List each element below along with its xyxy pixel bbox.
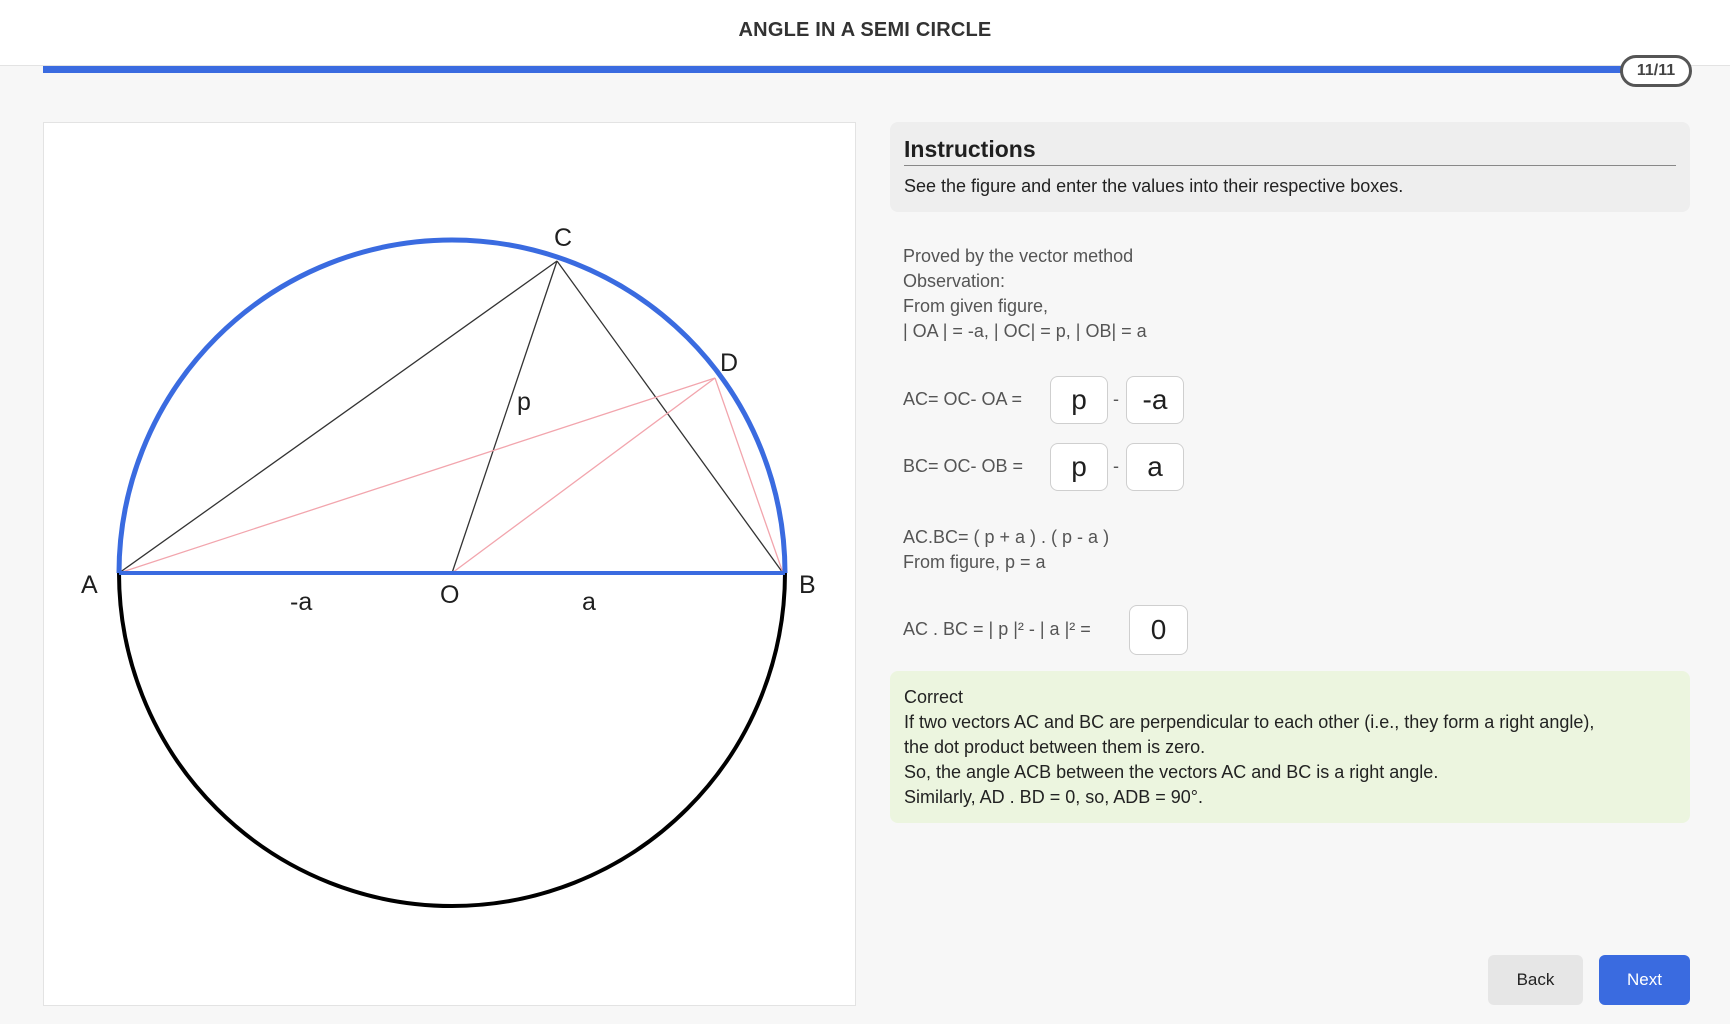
dot-product-line: From figure, p = a (903, 552, 1046, 572)
instructions-text: See the figure and enter the values into their respective boxes. (904, 176, 1404, 196)
radius-od (452, 378, 715, 573)
minus-sign: - (1113, 456, 1119, 476)
header (0, 0, 1730, 66)
figure-panel (43, 122, 856, 1006)
next-button[interactable]: Next (1599, 955, 1690, 1005)
feedback-line: If two vectors AC and BC are perpendicular to each other (i.e., they form a right angle), (904, 712, 1595, 732)
chord-ad (119, 378, 715, 573)
feedback-line: So, the angle ACB between the vectors AC and BC is a right angle. (904, 762, 1439, 782)
segment-label-ob: a (582, 588, 596, 616)
equation-bc-label: BC= OC- OB = (903, 456, 1024, 476)
feedback-line: Similarly, AD . BD = 0, so, ADB = 90°. (904, 787, 1203, 807)
semicircle-diagram (44, 123, 857, 1007)
proof-line: From given figure, (903, 296, 1049, 316)
progress-bar (43, 66, 1623, 73)
chord-ac (119, 261, 557, 573)
feedback-box (890, 671, 1690, 823)
point-label-d: D (720, 349, 739, 377)
answer-box-bc-1[interactable]: p (1050, 443, 1108, 491)
point-label-o: O (440, 581, 460, 609)
proof-line: Proved by the vector method (903, 246, 1134, 266)
answer-box-ac-2[interactable]: -a (1126, 376, 1184, 424)
feedback-line: the dot product between them is zero. (904, 737, 1206, 757)
point-label-b: B (799, 571, 816, 599)
proof-line: | OA | = -a, | OC| = p, | OB| = a (903, 321, 1147, 341)
radius-oc (452, 261, 557, 573)
lower-arc (119, 573, 785, 906)
minus-sign: - (1113, 389, 1119, 409)
answer-box-ac-1[interactable]: p (1050, 376, 1108, 424)
proof-line: Observation: (903, 271, 1006, 291)
segment-label-oc: p (517, 388, 531, 416)
instructions-box (890, 122, 1690, 212)
instructions-title: Instructions (904, 136, 1036, 162)
point-label-a: A (81, 571, 98, 599)
equation-ac-label: AC= OC- OA = (903, 389, 1023, 409)
answer-box-dot[interactable]: 0 (1129, 605, 1188, 655)
upper-arc (119, 240, 785, 573)
answer-box-bc-2[interactable]: a (1126, 443, 1184, 491)
segment-label-oa: -a (290, 588, 313, 616)
progress-badge: 11/11 (1620, 55, 1692, 87)
progress-fill (43, 66, 1623, 73)
dot-product-line: AC.BC= ( p + a ) . ( p - a ) (903, 527, 1110, 547)
feedback-status: Correct (904, 687, 964, 707)
back-button[interactable]: Back (1488, 955, 1583, 1005)
equation-dot-label: AC . BC = | p |² - | a |² = (903, 619, 1091, 639)
instructions-divider (904, 165, 1676, 166)
chord-bc (557, 261, 783, 573)
page-title: ANGLE IN A SEMI CIRCLE (738, 19, 992, 41)
point-label-c: C (554, 224, 573, 252)
